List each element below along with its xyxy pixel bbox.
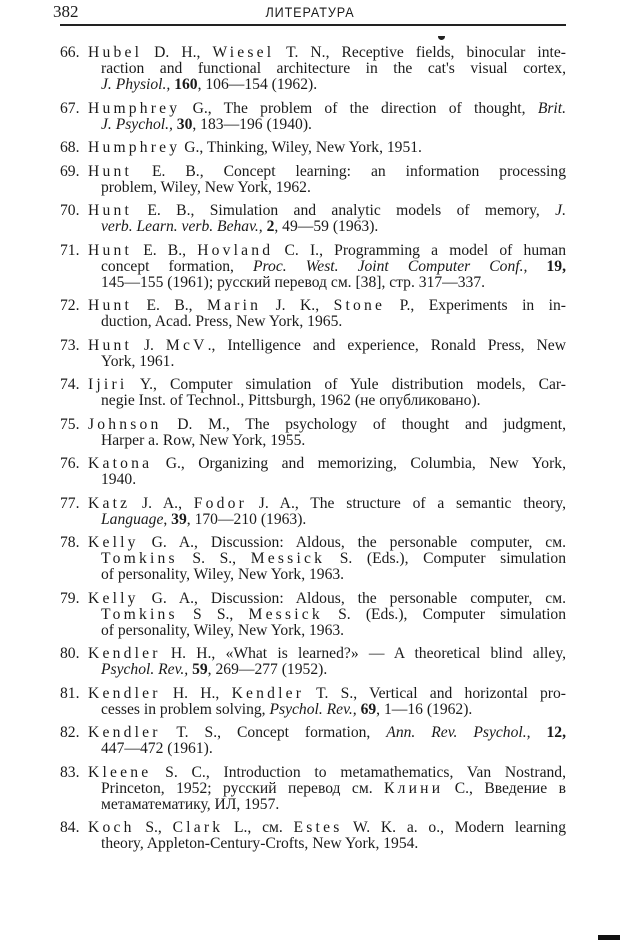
entry-text: S S., — [177, 605, 249, 623]
entry-text: , 170—210 (1963). — [186, 510, 307, 528]
entry-text: G., Thinking, Wiley, New York, 1951. — [180, 139, 422, 156]
entry-text: P., Experiments in in- — [385, 297, 566, 314]
author-name: Johnson — [88, 415, 162, 433]
entry-text: J. A., The structure of a semantic theory, — [247, 494, 566, 512]
author-name: Wiesel — [212, 44, 275, 61]
entry-line — [60, 117, 566, 133]
entry-text: J. A., — [130, 494, 194, 512]
entry-text: , 183—196 (1940). — [192, 115, 312, 133]
entry-number: 80. — [60, 645, 80, 662]
entry-line — [60, 741, 566, 757]
author-name: Kelly — [88, 589, 139, 607]
author-name: Stone — [333, 297, 386, 314]
entry-text: C. I., Programming a model of human — [273, 241, 566, 259]
entry-text: E. B., Concept learning: an information processing — [132, 162, 566, 180]
author-name: Hovland — [197, 241, 274, 259]
entry-number: 68. — [60, 139, 80, 156]
entry-line — [60, 77, 566, 93]
scan-edge-mark — [598, 935, 620, 940]
entry-text: concept formation, — [101, 257, 254, 275]
author-name: Messick — [248, 605, 323, 623]
bibliography-entry — [60, 203, 566, 235]
entry-line — [60, 275, 566, 291]
bibliography-entry — [60, 591, 566, 639]
entry-line — [60, 725, 566, 741]
volume-number: 30 — [176, 115, 193, 133]
bibliography-entry — [60, 140, 566, 156]
entry-text: problem, Wiley, New York, 1962. — [101, 178, 311, 196]
entry-line — [60, 607, 566, 623]
entry-text: S. (Eds.), Computer simulation — [322, 605, 566, 623]
bibliography-entry — [60, 646, 566, 678]
entry-text: theory, Appleton-Century-Crofts, New York, 1954. — [101, 835, 419, 852]
entry-line — [60, 377, 566, 393]
entry-number: 74. — [60, 376, 80, 393]
journal-title: J. Psychol., — [101, 115, 177, 133]
bibliography-list — [60, 45, 566, 860]
entry-line — [60, 702, 566, 718]
author-name: Hunt — [88, 241, 132, 259]
entry-number: 82. — [60, 724, 80, 741]
entry-text: J. — [132, 336, 166, 354]
entry-number: 71. — [60, 241, 80, 259]
entry-text: G. A., Discussion: Aldous, the personable computer, см. — [138, 589, 566, 607]
entry-line — [60, 354, 566, 370]
entry-number: 69. — [60, 162, 80, 180]
entry-line — [60, 472, 566, 488]
author-name: Hubel — [88, 44, 143, 61]
entry-number: 84. — [60, 819, 80, 836]
entry-text: Harper a. Row, New York, 1955. — [101, 431, 306, 449]
entry-text: T. N., Receptive fields, binocular inte- — [274, 44, 566, 61]
author-name: Fodor — [193, 494, 248, 512]
entry-text: T. S., Vertical and horizontal pro- — [304, 684, 566, 702]
entry-text: Y., Computer simulation of Yule distribution models, Car- — [127, 376, 566, 393]
author-name: Kendler — [88, 645, 161, 662]
entry-text: York, 1961. — [101, 352, 175, 370]
entry-text: , 49—59 (1963). — [274, 218, 379, 235]
journal-title: Psychol. Rev., — [269, 700, 361, 718]
entry-line — [60, 765, 566, 781]
author-name: Hunt — [88, 162, 132, 180]
entry-line — [60, 140, 566, 156]
entry-text: W. K. a. o., Modern learning — [342, 819, 566, 836]
entry-number: 78. — [60, 534, 80, 551]
entry-text: , — [163, 510, 172, 528]
author-name: Clark — [172, 819, 224, 836]
entry-number: 66. — [60, 44, 80, 61]
entry-text: метаматематику, ИЛ, 1957. — [101, 795, 280, 813]
bibliography-entry — [60, 496, 566, 528]
entry-text: raction and functional architecture in the cat's visual cortex, — [101, 60, 566, 77]
author-name: Hunt — [88, 336, 132, 354]
entry-line — [60, 45, 566, 61]
entry-text: G., The problem of the direction of thought, — [180, 99, 538, 117]
entry-line — [60, 243, 566, 259]
bibliography-entry — [60, 377, 566, 409]
entry-text: С., Введение в — [443, 779, 566, 797]
journal-title: J. Physiol., — [101, 76, 175, 93]
journal-title: Brit. — [537, 99, 566, 117]
entry-line — [60, 496, 566, 512]
entry-line — [60, 61, 566, 77]
entry-line — [60, 180, 566, 196]
entry-text: H. H., — [160, 684, 232, 702]
volume-number: 160 — [174, 76, 198, 93]
volume-number: 19, — [546, 257, 566, 275]
entry-line — [60, 314, 566, 330]
entry-line — [60, 797, 566, 813]
entry-text: of personality, Wiley, New York, 1963. — [101, 621, 345, 639]
author-name: Tomkins — [101, 550, 178, 567]
bibliography-entry — [60, 298, 566, 330]
entry-text: G., Organizing and memorizing, Columbia, New York, — [152, 455, 566, 472]
entry-line — [60, 393, 566, 409]
author-name: Humphrey — [88, 99, 181, 117]
entry-line — [60, 551, 566, 567]
author-name: Estes — [293, 819, 343, 836]
entry-number: 81. — [60, 684, 80, 702]
entry-text: S. (Eds.), Computer simulation — [325, 550, 566, 567]
bibliography-entry — [60, 45, 566, 93]
entry-text: D. M., The psychology of thought and judgment, — [161, 415, 566, 433]
bibliography-entry — [60, 456, 566, 488]
entry-text: 1940. — [101, 471, 137, 488]
entry-text: Princeton, 1952; русский перевод см. — [101, 779, 385, 797]
entry-text: S. C., Introduction to metamathematics, Van Nostrand, — [151, 763, 566, 781]
entry-number: 67. — [60, 99, 80, 117]
entry-number: 83. — [60, 763, 80, 781]
author-name: Hunt — [88, 202, 132, 219]
entry-number: 79. — [60, 589, 80, 607]
entry-text: 145—155 (1961); русский перевод см. [38], стр. 317—337. — [101, 273, 486, 291]
scan-speck — [438, 36, 445, 40]
page-number: 382 — [53, 2, 79, 21]
entry-text: E. B., — [132, 241, 198, 259]
author-name: Katz — [88, 494, 131, 512]
author-name: Marin — [207, 297, 262, 314]
entry-line — [60, 646, 566, 662]
entry-number: 75. — [60, 415, 80, 433]
entry-text: D. H., — [142, 44, 213, 61]
running-header-title: ЛИТЕРАТУРА — [265, 4, 355, 20]
entry-number: 72. — [60, 297, 80, 314]
entry-line — [60, 219, 566, 235]
author-name: Kendler — [88, 724, 161, 741]
entry-line — [60, 203, 566, 219]
journal-title: Ann. Rev. Psychol., — [386, 724, 547, 741]
entry-line — [60, 512, 566, 528]
entry-text: G. A., Discussion: Aldous, the personable computer, см. — [138, 534, 566, 551]
bibliography-entry — [60, 338, 566, 370]
author-name: Koch — [88, 819, 135, 836]
entry-number: 73. — [60, 336, 80, 354]
entry-line — [60, 591, 566, 607]
entry-text: of personality, Wiley, New York, 1963. — [101, 566, 345, 583]
entry-number: 70. — [60, 202, 80, 219]
entry-line — [60, 662, 566, 678]
bibliography-entry — [60, 686, 566, 718]
journal-title: Psychol. Rev., — [101, 661, 193, 678]
entry-line — [60, 101, 566, 117]
entry-line — [60, 433, 566, 449]
bibliography-entry — [60, 101, 566, 133]
entry-number: 77. — [60, 494, 80, 512]
author-name: Humphrey — [88, 139, 181, 156]
volume-number: 59 — [192, 661, 208, 678]
bibliography-entry — [60, 820, 566, 852]
entry-line — [60, 686, 566, 702]
entry-line — [60, 417, 566, 433]
entry-text: H. H., «What is learned?» — A theoretical blind alley, — [160, 645, 566, 662]
entry-line — [60, 259, 566, 275]
entry-text: duction, Acad. Press, New York, 1965. — [101, 313, 343, 330]
entry-text: , 106—154 (1962). — [197, 76, 318, 93]
entry-line — [60, 836, 566, 852]
entry-text: , 1—16 (1962). — [376, 700, 473, 718]
author-name: Kelly — [88, 534, 139, 551]
bibliography-entry — [60, 765, 566, 813]
entry-text: 447—472 (1961). — [101, 740, 213, 757]
author-name: Katona — [88, 455, 153, 472]
entry-line — [60, 164, 566, 180]
author-name: Hunt — [88, 297, 132, 314]
volume-number: 12, — [546, 724, 566, 741]
entry-line — [60, 298, 566, 314]
author-name: Клини — [384, 779, 444, 797]
entry-text: S. S., — [177, 550, 251, 567]
entry-line — [60, 820, 566, 836]
entry-text: ., Intelligence and experience, Ronald Press, New — [207, 336, 566, 354]
entry-text: J. K., — [261, 297, 334, 314]
entry-number: 76. — [60, 455, 80, 472]
entry-line — [60, 338, 566, 354]
bibliography-entry — [60, 535, 566, 583]
entry-line — [60, 781, 566, 797]
journal-title: Language — [101, 510, 164, 528]
volume-number: 39 — [171, 510, 187, 528]
journal-title: verb. Learn. verb. Behav., — [101, 218, 267, 235]
entry-text: E. B., Simulation and analytic models of memory, — [132, 202, 556, 219]
author-name: Ijiri — [88, 376, 128, 393]
bibliography-entry — [60, 417, 566, 449]
entry-text: cesses in problem solving, — [101, 700, 270, 718]
author-name: Kendler — [231, 684, 305, 702]
entry-line — [60, 567, 566, 583]
author-name: McV — [165, 336, 208, 354]
entry-line — [60, 456, 566, 472]
volume-number: 2 — [266, 218, 275, 235]
entry-line — [60, 535, 566, 551]
author-name: Kendler — [88, 684, 161, 702]
entry-text: E. B., — [132, 297, 208, 314]
entry-text: S., — [134, 819, 173, 836]
author-name: Messick — [250, 550, 326, 567]
header-rule — [60, 24, 566, 26]
author-name: Tomkins — [101, 605, 178, 623]
entry-line — [60, 623, 566, 639]
bibliography-entry — [60, 243, 566, 291]
entry-text: L., см. — [223, 819, 294, 836]
entry-text: negie Inst. of Technol., Pittsburgh, 1962 (не опубликовано). — [101, 392, 481, 409]
author-name: Kleene — [88, 763, 152, 781]
bibliography-entry — [60, 164, 566, 196]
volume-number: 69 — [360, 700, 377, 718]
journal-title: Proc. West. Joint Computer Conf., — [253, 257, 547, 275]
entry-text: , 269—277 (1952). — [207, 661, 328, 678]
bibliography-entry — [60, 725, 566, 757]
journal-title: J. — [555, 202, 566, 219]
entry-text: T. S., Concept formation, — [160, 724, 387, 741]
